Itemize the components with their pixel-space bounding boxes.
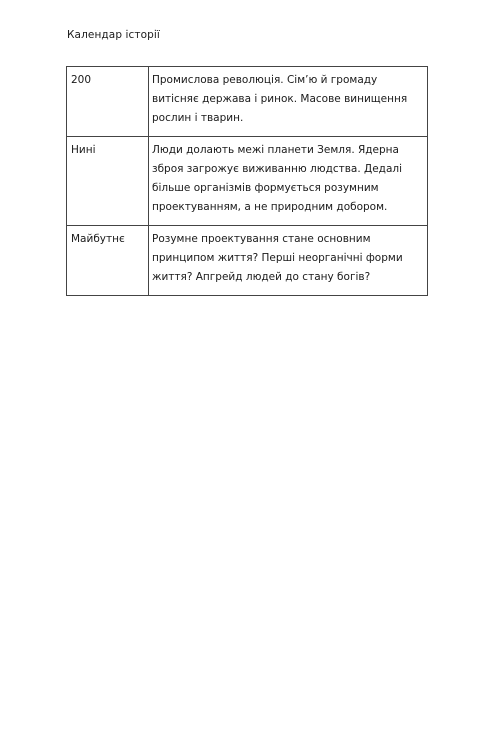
history-timeline-table (66, 66, 428, 296)
running-title: Календар історії (67, 29, 160, 41)
table-row (67, 226, 428, 296)
period-cell: Нині (67, 137, 149, 226)
table-row (67, 67, 428, 137)
event-cell: Розумне проектування стане основним принципом життя? Перші неорганічні форми життя? Апгрейд людей до стану богів? (149, 226, 428, 296)
event-cell: Промислова революція. Сім’ю й громаду витісняє держава і ринок. Масове винищення рослин і тварин. (149, 67, 428, 137)
period-cell: 200 (67, 67, 149, 137)
period-cell: Майбутнє (67, 226, 149, 296)
table-row (67, 137, 428, 226)
event-cell: Люди долають межі планети Земля. Ядерна зброя загрожує виживанню людства. Дедалі більше організмів формується розумним проектуванням, а не природним добором. (149, 137, 428, 226)
